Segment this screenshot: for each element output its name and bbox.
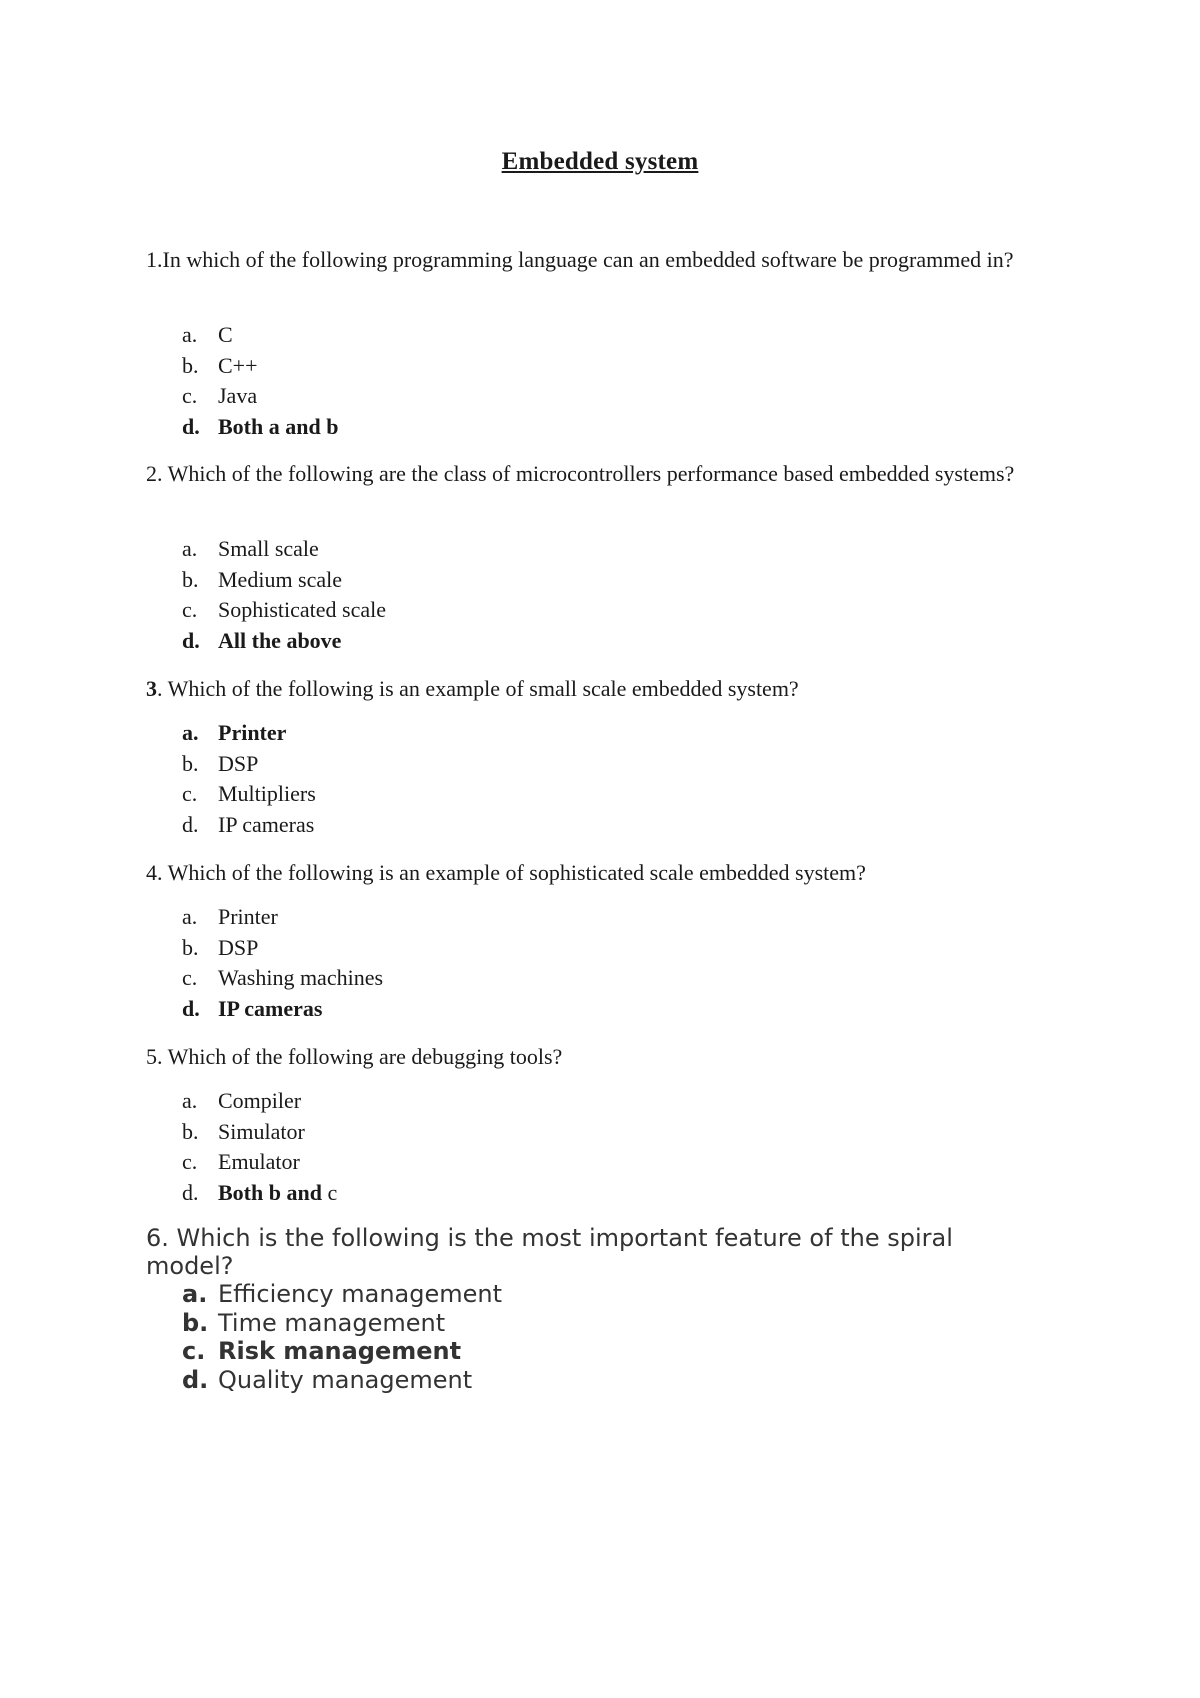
option-letter: b. [182,1308,209,1337]
option-letter: d. [182,811,199,837]
options-list-1 [182,320,338,442]
option-text: Emulator [218,1149,300,1174]
option-letter: c. [182,597,198,622]
option-3b [182,749,316,780]
option-4d-answer [182,994,383,1025]
option-6a [182,1280,502,1309]
option-6b [182,1309,502,1338]
option-1a [182,320,338,351]
question-5 [146,1041,1046,1072]
question-3 [146,673,1046,704]
option-text: DSP [218,750,259,776]
option-3d [182,810,316,841]
option-3a-answer [182,718,316,749]
question-number: 2. [146,461,163,486]
option-text: C [218,322,233,347]
option-letter: a. [182,720,199,745]
option-text: Sophisticated scale [218,597,387,622]
option-text: Medium scale [218,566,343,592]
option-1b [182,351,338,382]
option-6d [182,1366,502,1395]
option-4c [182,963,383,994]
question-number: 6. [146,1224,169,1252]
option-2c [182,595,386,626]
option-5d-answer [182,1178,337,1209]
option-letter: a. [182,1088,198,1113]
option-text: Printer [218,904,278,929]
question-6 [146,1224,1026,1280]
option-2b [182,565,386,596]
option-text: IP cameras [218,995,323,1021]
option-text: Multipliers [218,781,316,806]
option-suffix: c [327,1179,338,1205]
options-list-5 [182,1086,337,1208]
option-letter: a. [182,904,198,929]
option-2a [182,534,386,565]
option-text: Simulator [218,1118,305,1144]
option-letter: b. [182,1118,199,1144]
question-text: Which is the following is the most important feature of the spiral model? [146,1224,953,1280]
option-text: Both a and b [218,413,339,439]
question-4 [146,857,1046,888]
option-letter: b. [182,566,199,592]
option-letter: b. [182,352,199,378]
option-letter: c. [182,1337,206,1365]
question-text: . Which of the following is an example of small scale embedded system? [157,676,799,701]
question-number: 3 [146,676,157,701]
option-1c [182,381,338,412]
option-text: Efficiency management [218,1280,503,1308]
option-letter: d. [182,627,200,653]
question-text: Which of the following are debugging tools? [167,1044,563,1069]
option-letter: a. [182,536,198,561]
option-letter: d. [182,1365,209,1394]
option-4b [182,933,383,964]
options-list-3 [182,718,316,840]
option-letter: d. [182,413,200,439]
document-title: Embedded system [501,148,699,175]
option-text: Both b and [218,1179,322,1205]
option-letter: b. [182,934,199,960]
option-text: Printer [218,720,287,745]
question-number: 4. [146,860,163,885]
question-1 [146,244,1046,275]
options-list-2 [182,534,386,656]
option-letter: d. [182,1179,199,1205]
option-text: Quality management [218,1365,473,1394]
option-letter: c. [182,1149,198,1174]
option-letter: c. [182,965,198,990]
option-letter: c. [182,781,198,806]
option-5b [182,1117,337,1148]
option-letter: a. [182,322,198,347]
question-2 [146,458,1046,489]
option-text: Small scale [218,536,319,561]
option-text: Washing machines [218,965,384,990]
option-6c-answer [182,1337,502,1366]
option-letter: c. [182,383,198,408]
question-text: Which of the following is an example of sophisticated scale embedded system? [167,860,866,885]
question-text: In which of the following programming language can an embedded software be programmed in? [162,247,1014,272]
question-text: Which of the following are the class of microcontrollers performance based embedded systems? [167,461,1015,486]
option-letter: d. [182,995,200,1021]
option-text: All the above [218,627,342,653]
question-number: 1. [146,247,163,272]
option-3c [182,779,316,810]
option-text: Java [218,383,258,408]
option-text: Time management [218,1308,446,1337]
option-text: IP cameras [218,811,315,837]
option-text: DSP [218,934,259,960]
option-letter: b. [182,750,199,776]
option-text: Risk management [218,1337,462,1365]
option-5a [182,1086,337,1117]
option-2d-answer [182,626,386,657]
option-4a [182,902,383,933]
option-letter: a. [182,1280,208,1308]
option-text: Compiler [218,1088,302,1113]
option-1d-answer [182,412,338,443]
options-list-4 [182,902,383,1024]
option-5c [182,1147,337,1178]
question-number: 5. [146,1044,163,1069]
option-text: C++ [218,352,258,378]
options-list-6 [182,1280,502,1394]
